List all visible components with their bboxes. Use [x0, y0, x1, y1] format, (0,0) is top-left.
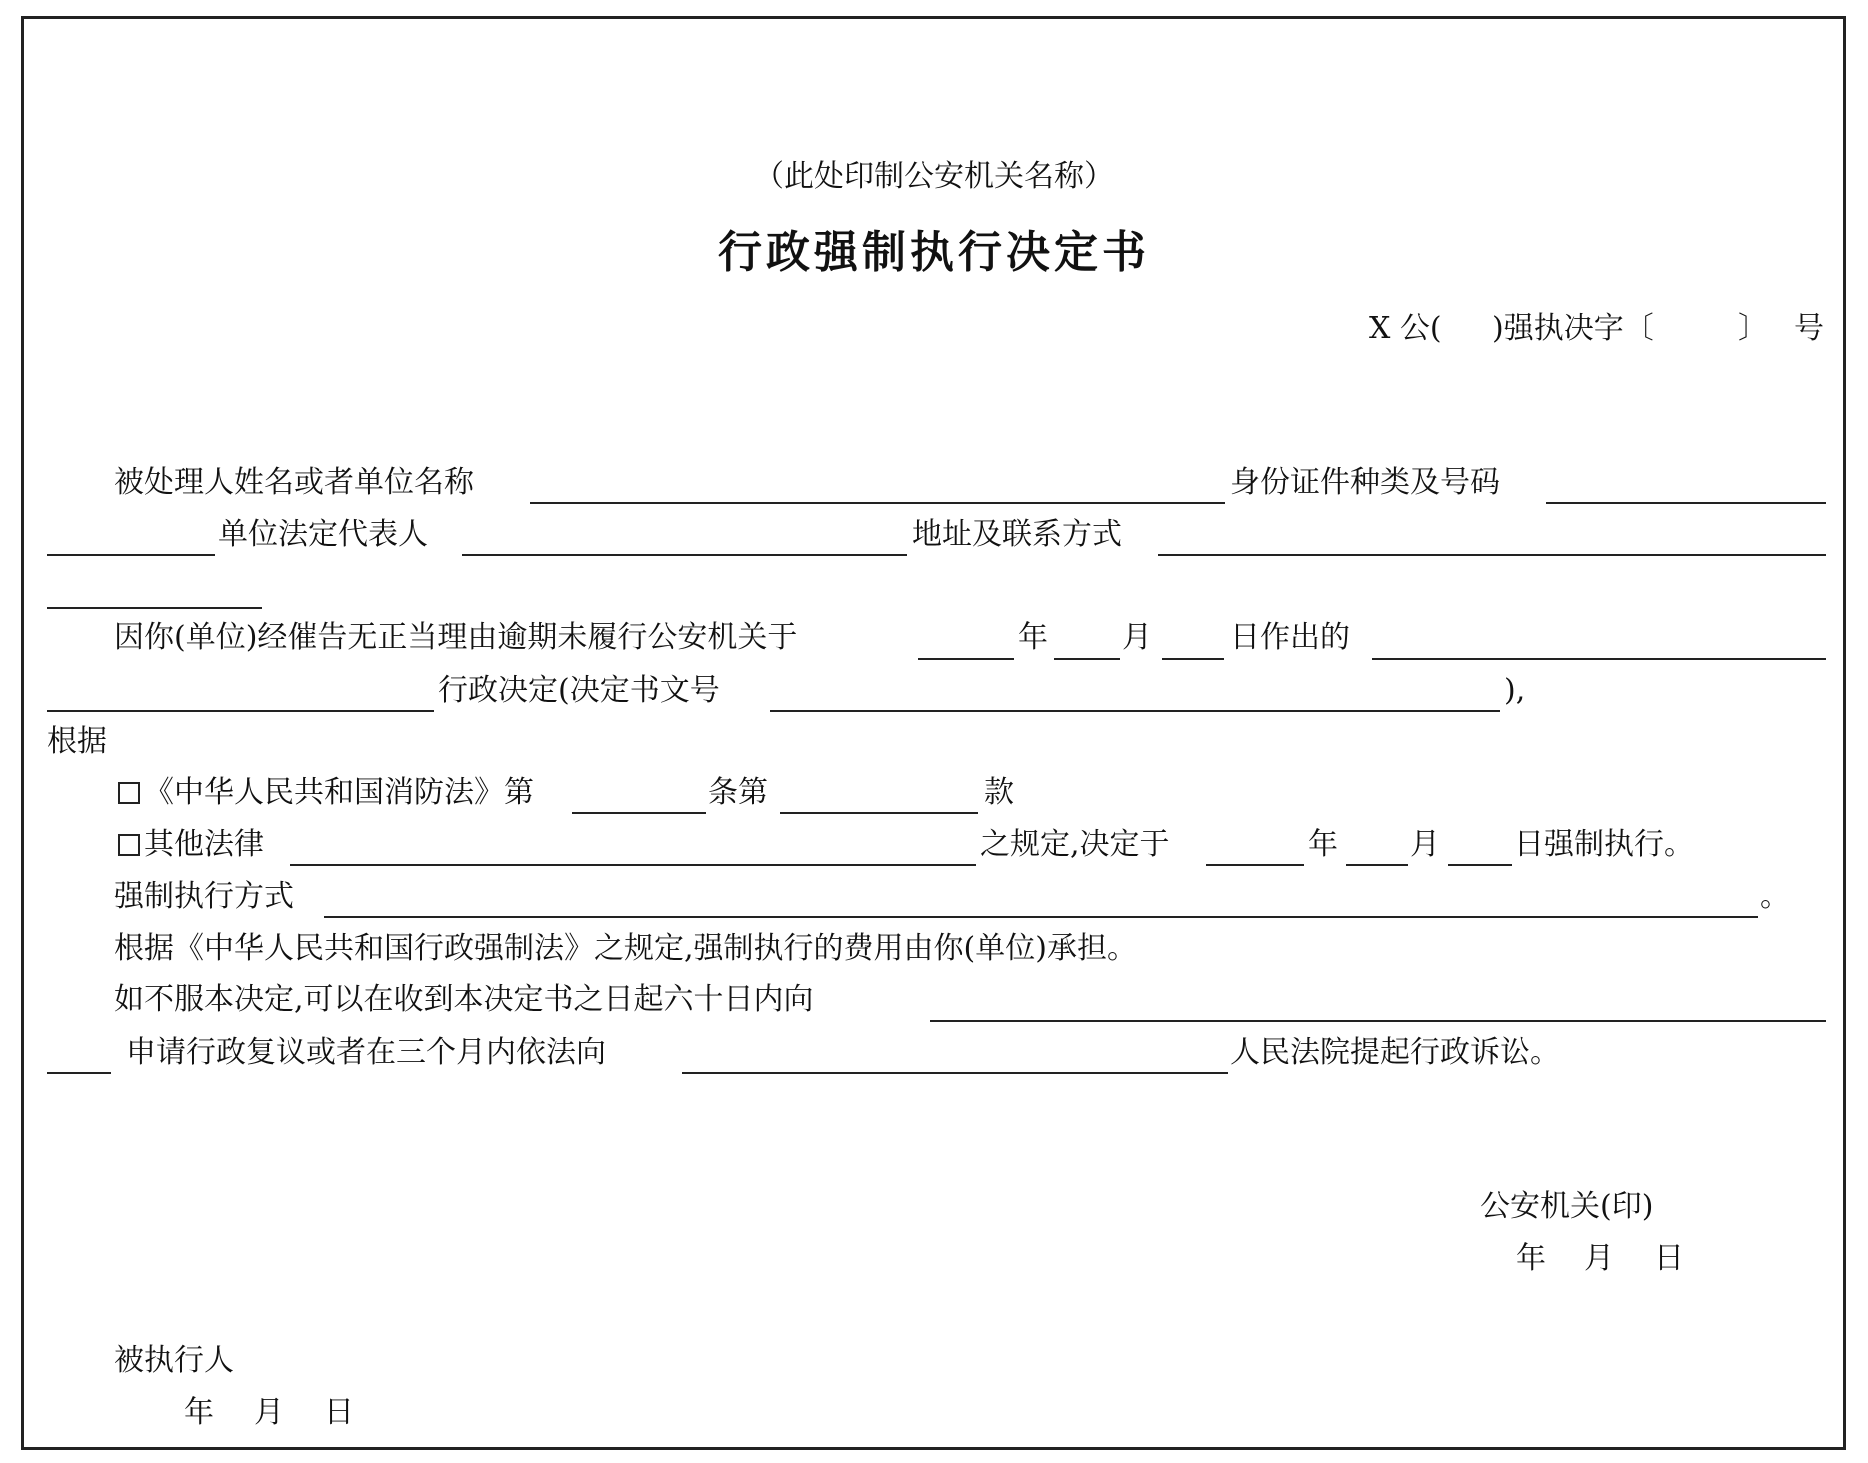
signature-day: 日 — [1654, 1241, 1684, 1276]
address-blank[interactable] — [1158, 554, 1826, 556]
signature-month: 月 — [1584, 1241, 1614, 1276]
recipient-year: 年 — [184, 1395, 214, 1430]
review-agency-blank-continued[interactable] — [47, 1072, 111, 1074]
provision-decide-label: 之规定,决定于 — [980, 827, 1170, 862]
enforce-month-blank[interactable] — [1346, 864, 1408, 866]
decision-name-blank[interactable] — [1372, 658, 1826, 660]
address-label: 地址及联系方式 — [912, 517, 1122, 552]
party-name-label: 被处理人姓名或者单位名称 — [114, 465, 474, 500]
decision-name-blank-continued[interactable] — [47, 710, 434, 712]
decision-label: 行政决定(决定书文号 — [438, 673, 720, 708]
decision-month-label: 月 — [1122, 620, 1152, 655]
agency-seal: 公安机关(印) — [1480, 1189, 1654, 1224]
cost-text: 根据《中华人民共和国行政强制法》之规定,强制执行的费用由你(单位)承担。 — [114, 931, 1137, 966]
enforce-month-label: 月 — [1410, 827, 1440, 862]
doc-number-close: 〕 — [1738, 311, 1768, 346]
decision-year-label: 年 — [1018, 620, 1048, 655]
doc-number-suffix: 号 — [1794, 311, 1824, 346]
decision-made-label: 日作出的 — [1230, 620, 1350, 655]
agency-name-placeholder: （此处印制公安机关名称） — [754, 159, 1114, 194]
decision-year-blank[interactable] — [918, 658, 1014, 660]
court-blank[interactable] — [682, 1072, 1228, 1074]
review-agency-blank[interactable] — [930, 1020, 1826, 1022]
method-label: 强制执行方式 — [114, 879, 294, 914]
clause-label: 款 — [984, 775, 1014, 810]
enforce-year-blank[interactable] — [1206, 864, 1304, 866]
party-name-blank[interactable] — [530, 502, 1225, 504]
other-law-blank[interactable] — [290, 864, 976, 866]
method-blank[interactable] — [324, 916, 1758, 918]
enforce-day-label: 日强制执行。 — [1514, 827, 1694, 862]
decision-close: ), — [1504, 673, 1526, 708]
document-title: 行政强制执行决定书 — [718, 227, 1150, 278]
address-blank-continued[interactable] — [47, 607, 262, 609]
review-text: 申请行政复议或者在三个月内依法向 — [126, 1035, 606, 1070]
appeal-text: 如不服本决定,可以在收到本决定书之日起六十日内向 — [114, 982, 814, 1017]
fire-law-checkbox[interactable] — [118, 782, 140, 804]
signature-year: 年 — [1516, 1241, 1546, 1276]
enforce-day-blank[interactable] — [1448, 864, 1512, 866]
decision-month-blank[interactable] — [1054, 658, 1120, 660]
article-blank[interactable] — [572, 812, 706, 814]
id-blank-continued[interactable] — [47, 554, 215, 556]
method-end: 。 — [1760, 879, 1790, 914]
article-label: 条第 — [708, 775, 768, 810]
enforce-year-label: 年 — [1308, 827, 1338, 862]
other-law-text: 其他法律 — [144, 827, 264, 862]
decision-day-blank[interactable] — [1162, 658, 1224, 660]
id-blank[interactable] — [1546, 502, 1826, 504]
legal-rep-blank[interactable] — [462, 554, 907, 556]
recipient-day: 日 — [324, 1395, 354, 1430]
reason-text: 因你(单位)经催告无正当理由逾期未履行公安机关于 — [114, 620, 798, 655]
recipient-label: 被执行人 — [114, 1343, 234, 1378]
fire-law-text: 《中华人民共和国消防法》第 — [144, 775, 534, 810]
doc-number-mid: )强执决字〔 — [1492, 311, 1654, 346]
other-law-checkbox[interactable] — [118, 834, 140, 856]
decision-number-blank[interactable] — [770, 710, 1500, 712]
id-label: 身份证件种类及号码 — [1230, 465, 1500, 500]
doc-number-prefix: X 公( — [1369, 311, 1442, 346]
court-text: 人民法院提起行政诉讼。 — [1230, 1035, 1560, 1070]
clause-blank[interactable] — [780, 812, 978, 814]
basis-label: 根据 — [47, 724, 107, 759]
legal-rep-label: 单位法定代表人 — [218, 517, 428, 552]
recipient-month: 月 — [254, 1395, 284, 1430]
